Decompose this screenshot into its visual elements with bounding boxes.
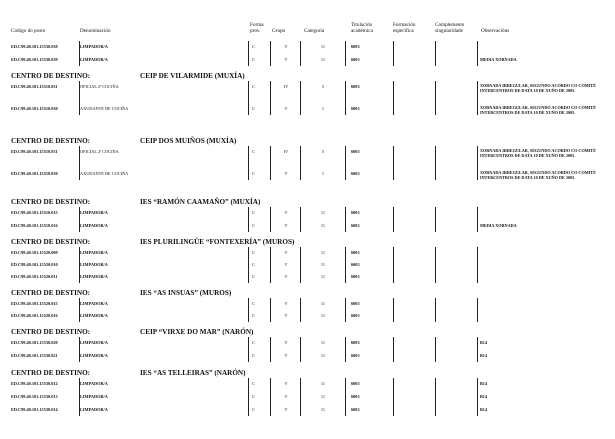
column-divider xyxy=(300,146,301,180)
post-code: ED.C99.40.101.15530.038 xyxy=(11,44,58,49)
post-denomination: AXUDANTE DE COCIÑA xyxy=(80,106,129,111)
observations-text: B14 xyxy=(480,381,487,386)
column-divider xyxy=(270,146,271,180)
header-forma: Forma prov. xyxy=(250,22,264,34)
category-value: 11 xyxy=(320,274,326,279)
column-divider xyxy=(270,378,271,416)
qualification-code: 6003 xyxy=(351,394,360,399)
post-code: ED.C99.40.101.15510.031 xyxy=(11,149,58,154)
center-name: CEIP DE VILARMIDE (MUXÍA) xyxy=(140,72,245,80)
category-value: 1 xyxy=(321,106,325,111)
post-denomination: LIMPADOR/A xyxy=(80,274,108,279)
post-code: ED.C99.40.101.15530.039 xyxy=(11,57,58,62)
column-divider xyxy=(435,247,436,283)
center-label: CENTRO DE DESTINO: xyxy=(11,289,91,297)
post-code: ED.C99.40.101.15530.014 xyxy=(11,407,58,412)
column-divider xyxy=(393,207,394,232)
column-divider xyxy=(477,146,478,180)
header-denominacion: Denominación xyxy=(80,28,111,34)
group-value: V xyxy=(284,171,288,176)
qualification-code: 6003 xyxy=(351,84,360,89)
post-denomination: LIMPADOR/A xyxy=(80,250,108,255)
post-denomination: AXUDANTE DE COCIÑA xyxy=(80,171,129,176)
column-divider xyxy=(435,207,436,232)
column-divider xyxy=(477,81,478,115)
category-value: 11 xyxy=(320,340,326,345)
column-divider xyxy=(345,207,346,232)
center-name: IES “AS TELLEIRAS” (NARÓN) xyxy=(140,369,246,377)
qualification-code: 6003 xyxy=(351,210,360,215)
column-divider xyxy=(270,247,271,283)
qualification-code: 6003 xyxy=(351,106,360,111)
provision-form: C xyxy=(252,353,255,358)
group-value: V xyxy=(284,210,288,215)
category-value: 11 xyxy=(320,250,326,255)
post-code: ED.C99.40.101.15520.011 xyxy=(11,274,58,279)
header-grupo: Grupo xyxy=(272,28,286,34)
header-complemento: Complemento singularidade xyxy=(435,22,465,34)
category-value: 5 xyxy=(321,84,325,89)
observations-text: MEDIA XORNADA xyxy=(480,57,517,62)
column-divider xyxy=(435,378,436,416)
center-label: CENTRO DE DESTINO: xyxy=(11,137,91,145)
category-value: 11 xyxy=(320,394,326,399)
column-divider xyxy=(393,81,394,115)
category-value: 1 xyxy=(321,171,325,176)
category-value: 11 xyxy=(320,407,326,412)
category-value: 11 xyxy=(320,57,326,62)
column-divider xyxy=(393,41,394,66)
qualification-code: 6003 xyxy=(351,301,360,306)
center-label: CENTRO DE DESTINO: xyxy=(11,369,91,377)
group-value: V xyxy=(284,353,288,358)
post-code: ED.C99.40.101.15520.010 xyxy=(11,262,58,267)
provision-form: C xyxy=(252,171,255,176)
post-code: ED.C99.40.101.15530.013 xyxy=(11,394,58,399)
provision-form: C xyxy=(252,274,255,279)
post-denomination: LIMPADOR/A xyxy=(80,353,108,358)
qualification-code: 6003 xyxy=(351,340,360,345)
column-divider xyxy=(477,298,478,322)
qualification-code: 6003 xyxy=(351,57,360,62)
provision-form: C xyxy=(252,210,255,215)
post-denomination: LIMPADOR/A xyxy=(80,407,108,412)
column-divider xyxy=(393,247,394,283)
post-code: ED.C99.40.101.15520.009 xyxy=(11,250,58,255)
observations-text: MEDIA XORNADA xyxy=(480,223,517,228)
qualification-code: 6003 xyxy=(351,44,360,49)
column-divider xyxy=(477,207,478,232)
center-name: IES PLURILINGÜE “FONTEXERÍA” (MUROS) xyxy=(140,238,295,246)
post-code: ED.C99.40.101.15530.021 xyxy=(11,353,58,358)
group-value: V xyxy=(284,262,288,267)
qualification-code: 6003 xyxy=(351,250,360,255)
column-divider xyxy=(300,81,301,115)
qualification-code: 6003 xyxy=(351,223,360,228)
column-divider xyxy=(300,298,301,322)
header-observacions: Observacións xyxy=(481,28,510,34)
provision-form: C xyxy=(252,149,255,154)
post-code: ED.C99.40.101.15530.020 xyxy=(11,340,58,345)
header-titulacion: Titulación académica xyxy=(351,22,373,34)
column-divider xyxy=(248,247,249,283)
category-value: 11 xyxy=(320,301,326,306)
provision-form: C xyxy=(252,313,255,318)
observations-text: XORNADA IRREGULAR, SEGUNDO ACORDO CO COMITÉ INTERCENTROS DE DATA 10 DE XUÑO DE 2005. xyxy=(480,148,596,159)
provision-form: C xyxy=(252,262,255,267)
group-value: V xyxy=(284,274,288,279)
header-formacion: Formación específica xyxy=(393,22,416,34)
observations-text: B14 xyxy=(480,353,487,358)
post-denomination: LIMPADOR/A xyxy=(80,57,108,62)
column-divider xyxy=(477,247,478,283)
provision-form: C xyxy=(252,57,255,62)
column-divider xyxy=(345,247,346,283)
group-value: V xyxy=(284,301,288,306)
qualification-code: 6003 xyxy=(351,149,360,154)
post-code: ED.C99.40.101.15520.016 xyxy=(11,313,58,318)
post-code: ED.C99.40.101.15510.030 xyxy=(11,171,58,176)
observations-text: B14 xyxy=(480,340,487,345)
group-value: V xyxy=(284,223,288,228)
column-divider xyxy=(345,378,346,416)
provision-form: C xyxy=(252,340,255,345)
group-value: V xyxy=(284,106,288,111)
column-divider xyxy=(248,337,249,362)
qualification-code: 6003 xyxy=(351,274,360,279)
observations-text: B14 xyxy=(480,394,487,399)
qualification-code: 6003 xyxy=(351,381,360,386)
column-divider xyxy=(248,207,249,232)
category-value: 11 xyxy=(320,262,326,267)
post-code: ED.C99.40.101.15510.030 xyxy=(11,106,58,111)
column-divider xyxy=(300,337,301,362)
post-code: ED.C99.40.101.15530.012 xyxy=(11,381,58,386)
column-divider xyxy=(248,41,249,66)
center-name: CEIP DOS MUIÑOS (MUXÍA) xyxy=(140,137,237,145)
provision-form: C xyxy=(252,106,255,111)
category-value: 11 xyxy=(320,353,326,358)
post-denomination: LIMPADOR/A xyxy=(80,44,108,49)
post-code: ED.C99.40.101.15510.015 xyxy=(11,210,58,215)
group-value: V xyxy=(284,394,288,399)
column-divider xyxy=(270,81,271,115)
column-divider xyxy=(248,146,249,180)
provision-form: C xyxy=(252,44,255,49)
column-divider xyxy=(270,298,271,322)
column-divider xyxy=(300,41,301,66)
provision-form: C xyxy=(252,407,255,412)
post-denomination: LIMPADOR/A xyxy=(80,313,108,318)
center-label: CENTRO DE DESTINO: xyxy=(11,198,91,206)
column-divider xyxy=(270,41,271,66)
group-value: V xyxy=(284,313,288,318)
center-label: CENTRO DE DESTINO: xyxy=(11,238,91,246)
provision-form: C xyxy=(252,301,255,306)
post-denomination: OFICIAL 2ª COCIÑA xyxy=(80,84,119,89)
column-divider xyxy=(345,337,346,362)
provision-form: C xyxy=(252,381,255,386)
column-divider xyxy=(435,41,436,66)
column-divider xyxy=(435,298,436,322)
column-divider xyxy=(270,337,271,362)
center-name: CEIP “VIRXE DO MAR” (NARÓN) xyxy=(140,328,254,336)
column-divider xyxy=(477,41,478,66)
group-value: IV xyxy=(283,84,289,89)
group-value: IV xyxy=(283,149,289,154)
category-value: 11 xyxy=(320,223,326,228)
provision-form: C xyxy=(252,84,255,89)
group-value: V xyxy=(284,407,288,412)
post-code: ED.C99.40.101.15510.031 xyxy=(11,84,58,89)
qualification-code: 6003 xyxy=(351,171,360,176)
category-value: 11 xyxy=(320,44,326,49)
column-divider xyxy=(477,378,478,416)
post-code: ED.C99.40.101.15520.015 xyxy=(11,301,58,306)
post-denomination: LIMPADOR/A xyxy=(80,340,108,345)
provision-form: C xyxy=(252,223,255,228)
observations-text: XORNADA IRREGULAR, SEGUNDO ACORDO CO COMITÉ INTERCENTROS DE DATA 10 DE XUÑO DE 2005. xyxy=(480,83,596,94)
observations-text: B14 xyxy=(480,407,487,412)
center-label: CENTRO DE DESTINO: xyxy=(11,72,91,80)
column-divider xyxy=(345,146,346,180)
column-divider xyxy=(393,298,394,322)
column-divider xyxy=(270,207,271,232)
column-divider xyxy=(300,207,301,232)
post-denomination: LIMPADOR/A xyxy=(80,381,108,386)
qualification-code: 6003 xyxy=(351,313,360,318)
column-divider xyxy=(435,337,436,362)
post-denomination: LIMPADOR/A xyxy=(80,262,108,267)
column-divider xyxy=(477,337,478,362)
column-divider xyxy=(248,378,249,416)
header-codigo: Código do posto xyxy=(11,28,46,34)
category-value: 11 xyxy=(320,210,326,215)
qualification-code: 6003 xyxy=(351,262,360,267)
observations-text: XORNADA IRREGULAR, SEGUNDO ACORDO CO COMITÉ INTERCENTROS DE DATA 10 DE XUÑO DE 2005. xyxy=(480,105,596,116)
qualification-code: 6003 xyxy=(351,353,360,358)
column-divider xyxy=(435,146,436,180)
group-value: V xyxy=(284,250,288,255)
group-value: V xyxy=(284,57,288,62)
header-categoria: Categoría xyxy=(304,28,325,34)
provision-form: C xyxy=(252,394,255,399)
post-denomination: OFICIAL 2ª COCIÑA xyxy=(80,149,119,154)
group-value: V xyxy=(284,381,288,386)
column-divider xyxy=(345,298,346,322)
post-denomination: LIMPADOR/A xyxy=(80,223,108,228)
post-denomination: LIMPADOR/A xyxy=(80,394,108,399)
column-divider xyxy=(345,81,346,115)
center-name: IES “RAMÓN CAAMAÑO” (MUXÍA) xyxy=(140,198,261,206)
group-value: V xyxy=(284,340,288,345)
column-divider xyxy=(393,146,394,180)
column-divider xyxy=(248,298,249,322)
column-divider xyxy=(393,378,394,416)
observations-text: XORNADA IRREGULAR, SEGUNDO ACORDO CO COMITÉ INTERCENTROS DE DATA 10 DE XUÑO DE 2005. xyxy=(480,170,596,181)
column-divider xyxy=(435,81,436,115)
post-denomination: LIMPADOR/A xyxy=(80,210,108,215)
column-divider xyxy=(345,41,346,66)
center-name: IES “AS INSUAS” (MUROS) xyxy=(140,289,232,297)
post-denomination: LIMPADOR/A xyxy=(80,301,108,306)
category-value: 11 xyxy=(320,313,326,318)
column-divider xyxy=(248,81,249,115)
group-value: V xyxy=(284,44,288,49)
column-divider xyxy=(300,247,301,283)
column-divider xyxy=(300,378,301,416)
center-label: CENTRO DE DESTINO: xyxy=(11,328,91,336)
category-value: 5 xyxy=(321,149,325,154)
category-value: 11 xyxy=(320,381,326,386)
qualification-code: 6003 xyxy=(351,407,360,412)
post-code: ED.C99.40.101.15510.016 xyxy=(11,223,58,228)
column-divider xyxy=(393,337,394,362)
provision-form: C xyxy=(252,250,255,255)
